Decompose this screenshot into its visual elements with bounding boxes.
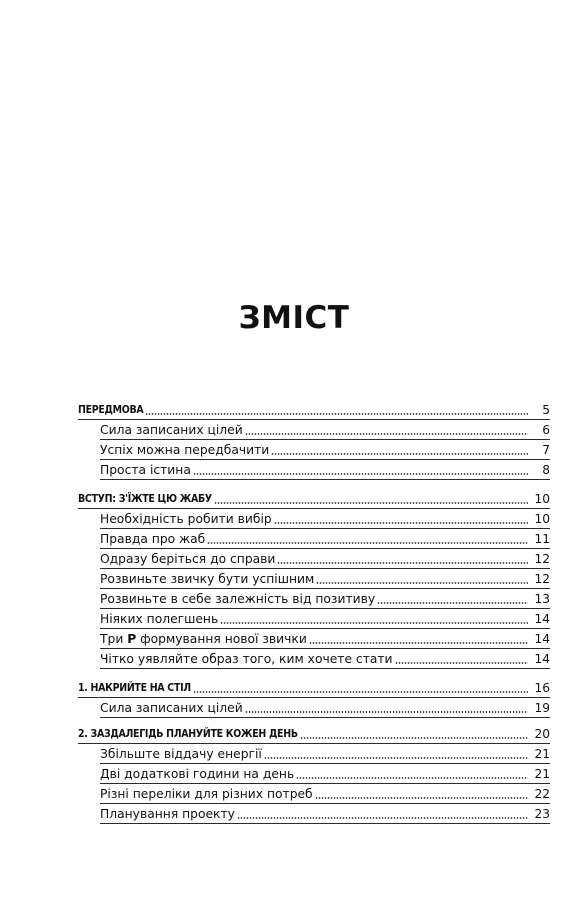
toc-entry-label: Одразу беріться до справи <box>100 552 276 566</box>
toc-page-number: 14 <box>534 632 550 646</box>
toc-page-number: 21 <box>534 747 550 761</box>
toc-entry <box>100 419 550 440</box>
dot-leader <box>193 690 528 694</box>
dot-leader <box>296 776 528 780</box>
dot-leader <box>214 501 528 505</box>
dot-leader <box>315 796 528 800</box>
toc-heading-label: 2. ЗАЗДАЛЕГІДЬ ПЛАНУЙТЕ КОЖЕН ДЕНЬ <box>78 728 298 740</box>
toc-entry <box>100 763 550 784</box>
dot-leader <box>274 521 528 525</box>
dot-leader <box>309 641 528 645</box>
toc-heading <box>78 723 550 744</box>
toc-entry-label: Розвиньте в себе залежність від позитиву <box>100 592 376 606</box>
toc-entry <box>100 628 550 649</box>
dot-leader <box>220 621 528 625</box>
dot-leader <box>316 581 528 585</box>
toc-entry-label <box>100 632 307 648</box>
dot-leader <box>277 561 528 565</box>
toc-entry-label-bold: Р <box>127 632 137 646</box>
toc-entry-label: Чітко уявляйте образ того, ким хочете стати <box>100 652 393 666</box>
toc-page-number: 6 <box>542 423 550 437</box>
toc-page-number: 5 <box>542 403 550 417</box>
toc-page-number: 10 <box>534 492 550 506</box>
toc-entry <box>100 648 550 669</box>
dot-leader <box>237 816 528 820</box>
toc-page-number: 14 <box>534 652 550 666</box>
toc-heading <box>78 677 550 698</box>
toc-page-number: 14 <box>534 612 550 626</box>
toc-entry-label: Ніяких полегшень <box>100 612 219 626</box>
toc-heading-label: 1. НАКРИЙТЕ НА СТІЛ <box>78 682 191 694</box>
toc-page-number: 8 <box>542 463 550 477</box>
toc-page-number: 12 <box>534 572 550 586</box>
toc-heading <box>78 399 550 420</box>
toc-page-number: 22 <box>534 787 550 801</box>
toc-entry <box>100 508 550 529</box>
toc-entry <box>100 697 550 718</box>
toc-entry-label: Проста істина <box>100 463 191 477</box>
toc-page-number: 23 <box>534 807 550 821</box>
toc-heading-label: ПЕРЕДМОВА <box>78 404 144 416</box>
dot-leader <box>145 412 528 416</box>
toc-entry-label: Необхідність робити вибір <box>100 512 272 526</box>
toc-heading <box>78 488 550 509</box>
toc-entry <box>100 783 550 804</box>
toc-entry-label: Сила записаних цілей <box>100 423 243 437</box>
toc-entry-label: Планування проекту <box>100 807 235 821</box>
toc-entry-label: Сила записаних цілей <box>100 701 243 715</box>
toc-entry-label-part: Три <box>100 632 128 646</box>
toc-entry <box>100 588 550 609</box>
toc-entry-label: Успіх можна передбачити <box>100 443 270 457</box>
toc-entry-label: Збільште віддачу енергії <box>100 747 262 761</box>
toc-heading-label: ВСТУП: З'ЇЖТЕ ЦЮ ЖАБУ <box>78 493 212 505</box>
dot-leader <box>207 541 528 545</box>
toc-page-number: 19 <box>534 701 550 715</box>
toc-page-number: 7 <box>542 443 550 457</box>
toc-entry-label-part: формування нової звички <box>136 632 307 646</box>
dot-leader <box>271 452 528 456</box>
dot-leader <box>300 736 528 740</box>
toc-page-number: 16 <box>534 681 550 695</box>
toc-entry-label: Правда про жаб <box>100 532 206 546</box>
toc-entry-label: Розвиньте звичку бути успішним <box>100 572 315 586</box>
toc-entry <box>100 803 550 824</box>
toc-page-number: 11 <box>534 532 550 546</box>
toc-page-number: 12 <box>534 552 550 566</box>
toc-entry-label: Різні переліки для різних потреб <box>100 787 313 801</box>
toc-entry <box>100 743 550 764</box>
page-title: ЗМІСТ <box>238 300 350 336</box>
dot-leader <box>245 432 528 436</box>
toc-entry <box>100 548 550 569</box>
toc-page-number: 21 <box>534 767 550 781</box>
toc-page-number: 20 <box>534 727 550 741</box>
toc-entry <box>100 608 550 629</box>
dot-leader <box>245 710 528 714</box>
toc-entry-label: Дві додаткові години на день <box>100 767 295 781</box>
toc-entry <box>100 439 550 460</box>
dot-leader <box>193 472 528 476</box>
toc-entry <box>100 459 550 480</box>
toc-page-number: 13 <box>534 592 550 606</box>
dot-leader <box>395 661 528 665</box>
toc-entry <box>100 528 550 549</box>
toc-page-number: 10 <box>534 512 550 526</box>
toc-entry <box>100 568 550 589</box>
dot-leader <box>264 756 528 760</box>
dot-leader <box>377 601 528 605</box>
